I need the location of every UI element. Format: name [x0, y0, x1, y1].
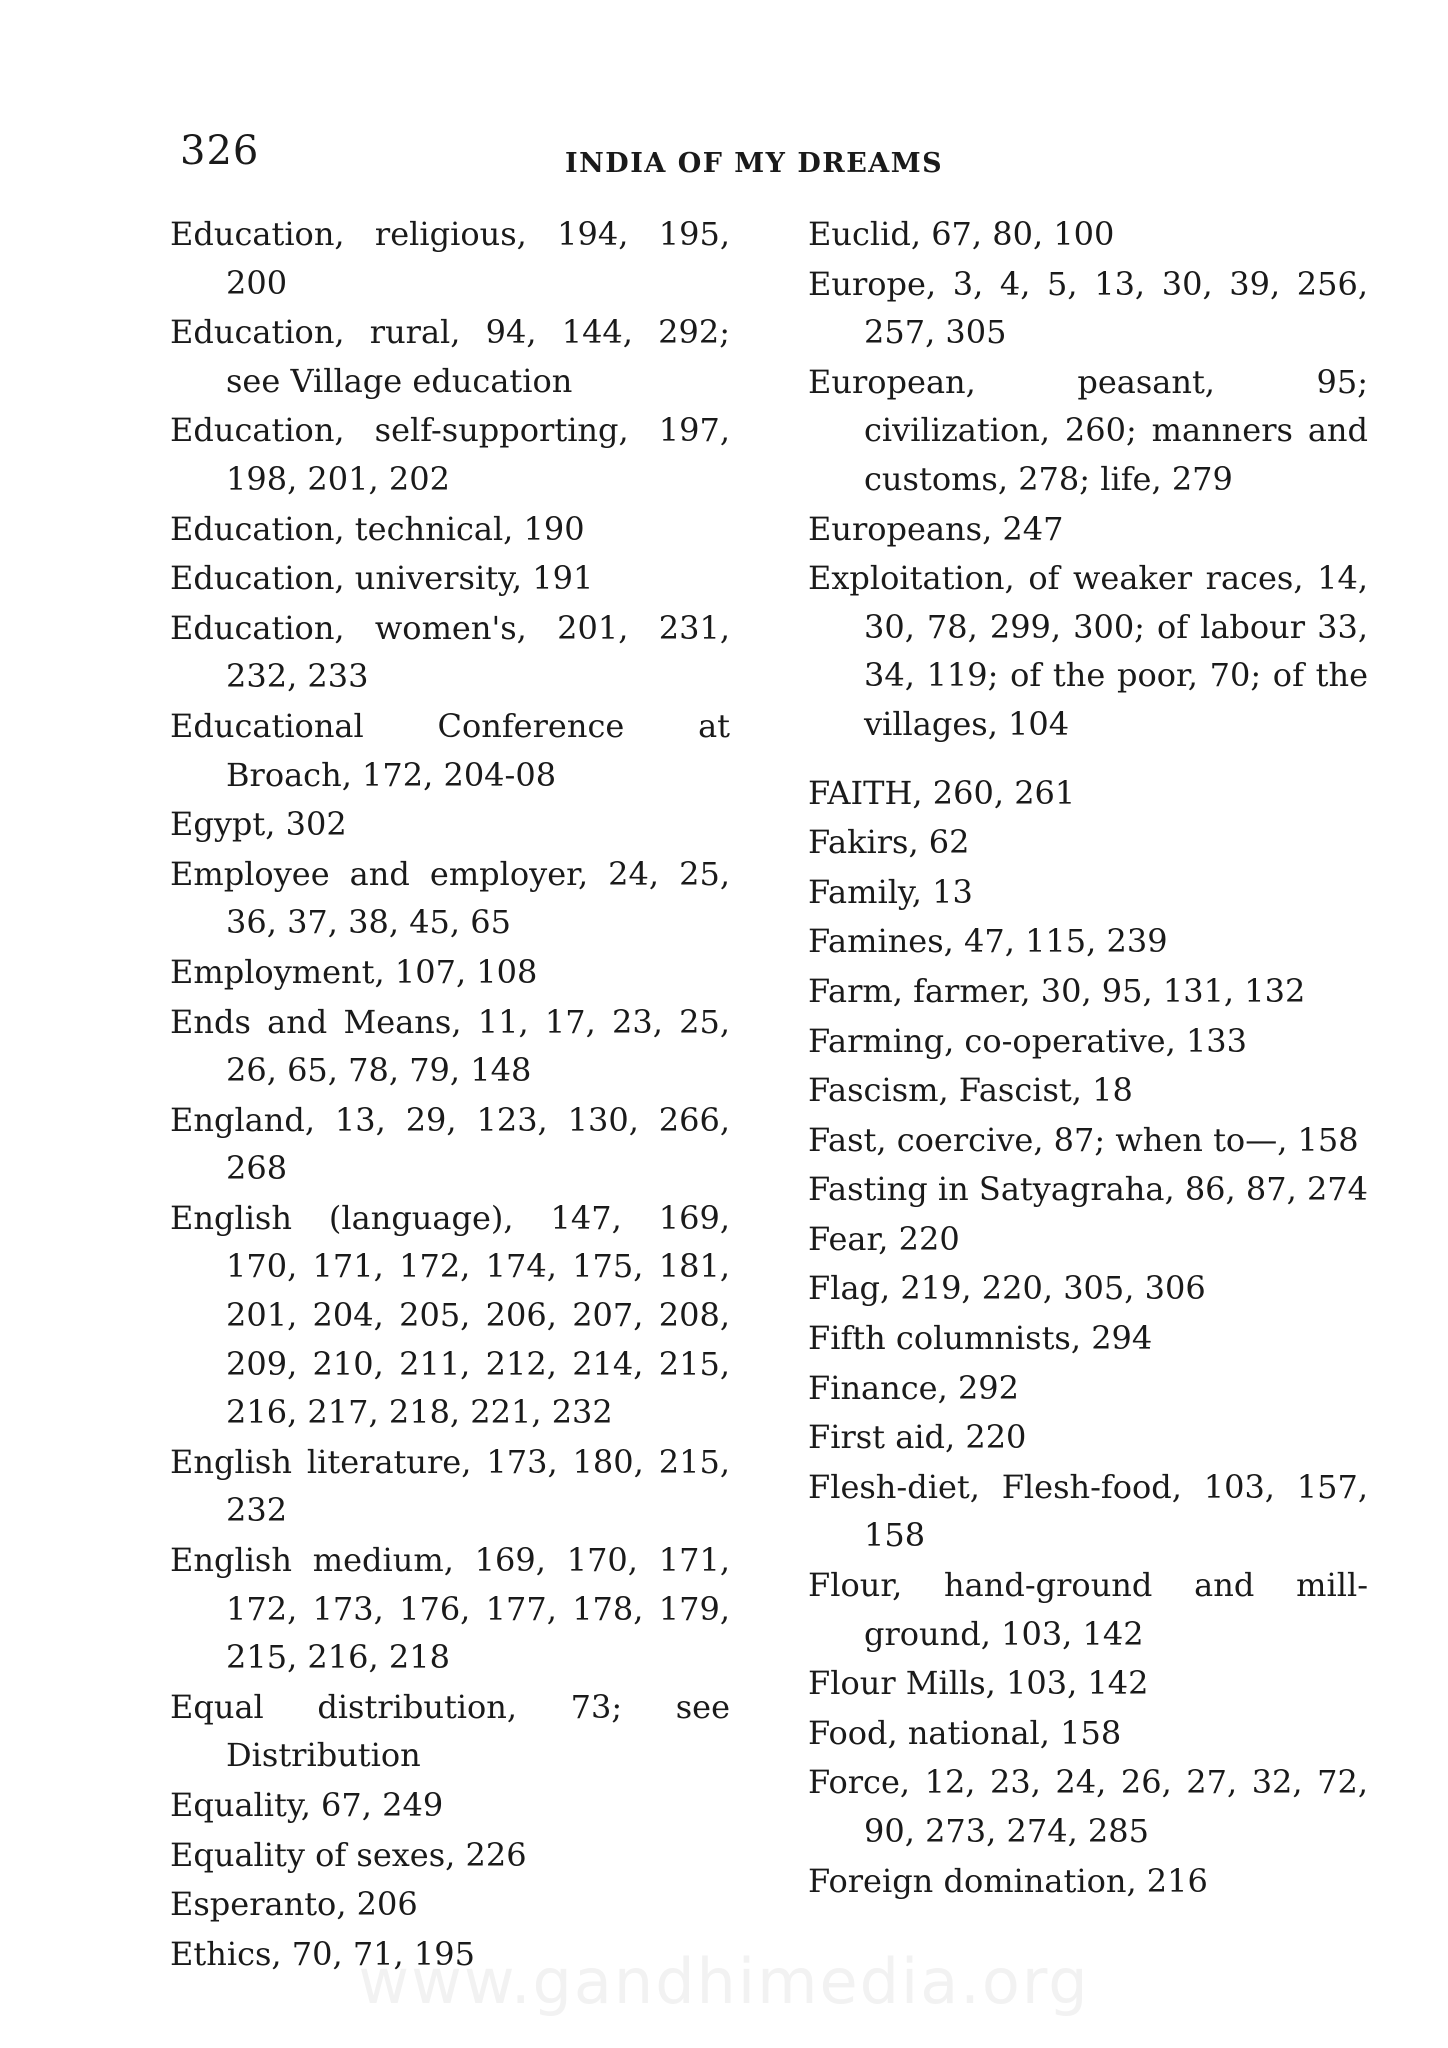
index-entry: First aid, 220: [808, 1418, 1027, 1457]
index-entry: Equality, 67, 249: [170, 1786, 444, 1824]
index-entry: Flesh-diet, Flesh-food, 103, 157, 158: [808, 1467, 1368, 1555]
watermark: www.gandhimedia.org: [358, 1945, 1090, 2018]
index-entry: Fear, 220: [808, 1219, 960, 1258]
index-entry: Europeans, 247: [808, 509, 1064, 548]
letter-group-gap: [808, 749, 1368, 769]
index-entry: Ends and Means, 11, 17, 23, 25, 26, 65, 78, 79, 148: [170, 1002, 730, 1090]
index-entry: English literature, 173, 180, 215, 232: [170, 1442, 730, 1530]
index-entry: Finance, 292: [808, 1368, 1020, 1407]
index-entry: Flour Mills, 103, 142: [808, 1664, 1149, 1703]
index-entry: Egypt, 302: [170, 805, 347, 844]
index-entry: Euclid, 67, 80, 100: [808, 215, 1115, 253]
index-entry: Fasting in Satyagraha, 86, 87, 274: [808, 1170, 1369, 1209]
index-entry: Esperanto, 206: [170, 1885, 418, 1924]
index-entry: Fast, coercive, 87; when to—, 158: [808, 1120, 1359, 1159]
index-entry: Food, national, 158: [808, 1713, 1122, 1752]
index-entry: Force, 12, 23, 24, 26, 27, 32, 72, 90, 273, 274, 285: [808, 1763, 1368, 1850]
index-entry: Education, self-supporting, 197, 198, 201, 202: [170, 411, 730, 498]
index-entry: Farming, co-operative, 133: [808, 1021, 1248, 1060]
index-entry: Education, technical, 190: [170, 509, 585, 548]
index-entry: Fascism, Fascist, 18: [808, 1071, 1133, 1110]
index-entry: Farm, farmer, 30, 95, 131, 132: [808, 971, 1306, 1010]
index-entry: Education, university, 191: [170, 559, 594, 598]
index-entry: Famines, 47, 115, 239: [808, 922, 1168, 961]
index-entry: Education, women's, 201, 231, 232, 233: [170, 608, 730, 696]
index-entry: Educational Conference at Broach, 172, 204-08: [170, 706, 730, 794]
index-entry: England, 13, 29, 123, 130, 266, 268: [170, 1100, 730, 1188]
index-entry: Employee and employer, 24, 25, 36, 37, 38, 45, 65: [170, 854, 730, 942]
index-entry: Fifth columnists, 294: [808, 1319, 1153, 1358]
index-entry: FAITH, 260, 261: [808, 773, 1076, 812]
index-entry: English medium, 169, 170, 171, 172, 173, 176, 177, 178, 179, 215, 216, 218: [170, 1541, 730, 1677]
index-entry: Flag, 219, 220, 305, 306: [808, 1269, 1206, 1308]
index-entry: Foreign domination, 216: [808, 1861, 1208, 1900]
index-entry: Employment, 107, 108: [170, 952, 538, 991]
index-entry: English (language), 147, 169, 170, 171, 172, 174, 175, 181, 201, 204, 205, 206, 207, 208, 209, 210, 211, 212, 214, 215, 216, 217, 218, 221, 232: [170, 1198, 730, 1432]
index-entry: Exploitation, of weaker races, 14, 30, 78, 299, 300; of labour 33, 34, 119; of the poor, 70; of the villages, 104: [808, 559, 1368, 743]
index-entry: Flour, hand-ground and mill-ground, 103, 142: [808, 1566, 1368, 1653]
index-column-left: [170, 210, 730, 1978]
page-number: 326: [180, 128, 260, 174]
index-entry: Equality of sexes, 226: [170, 1835, 527, 1874]
index-entry: Fakirs, 62: [808, 823, 970, 862]
index-entry: Family, 13: [808, 872, 973, 911]
index-entry: European, peasant, 95; civilization, 260; manners and customs, 278; life, 279: [808, 362, 1368, 498]
index-entry: Ethics, 70, 71, 195: [170, 1934, 475, 1973]
index-column-right: [808, 210, 1368, 1905]
running-head: INDIA OF MY DREAMS: [565, 148, 944, 179]
index-entry: Education, rural, 94, 144, 292; see Village education: [170, 313, 730, 400]
index-entry: Europe, 3, 4, 5, 13, 30, 39, 256, 257, 305: [808, 264, 1368, 352]
index-entry: Equal distribution, 73; see Distribution: [170, 1687, 730, 1775]
index-entry: Education, religious, 194, 195, 200: [170, 215, 730, 302]
